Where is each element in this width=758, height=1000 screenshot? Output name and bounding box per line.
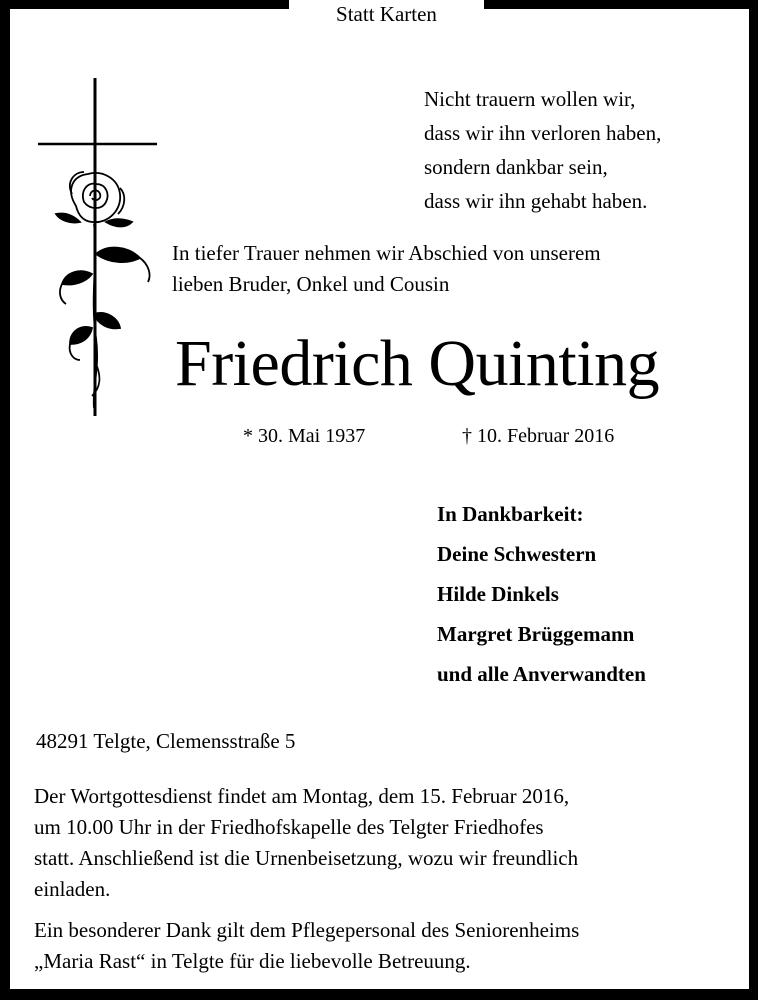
service-info: [34, 781, 734, 905]
quote-line: dass wir ihn gehabt haben.: [424, 189, 648, 213]
thanks-line: „Maria Rast“ in Telgte für die liebevolle Betreuung.: [34, 949, 471, 973]
intro-line: In tiefer Trauer nehmen wir Abschied von unserem: [172, 241, 601, 265]
signer-line: Hilde Dinkels: [437, 582, 559, 606]
header-label: Statt Karten: [289, 0, 484, 28]
cross-rose-icon: [36, 78, 161, 418]
intro-text: [172, 238, 601, 300]
thanks-note: [34, 915, 734, 977]
quote-verse: [424, 82, 661, 218]
service-line: um 10.00 Uhr in der Friedhofskapelle des Telgter Friedhofes: [34, 815, 544, 839]
quote-line: sondern dankbar sein,: [424, 155, 608, 179]
quote-line: Nicht trauern wollen wir,: [424, 87, 636, 111]
signer-line: und alle Anverwandten: [437, 662, 646, 686]
death-date: † 10. Februar 2016: [462, 425, 615, 447]
service-line: statt. Anschließend ist die Urnenbeisetzung, wozu wir freundlich: [34, 846, 579, 870]
signers-block: [437, 494, 646, 694]
signer-line: Deine Schwestern: [437, 542, 597, 566]
intro-line: lieben Bruder, Onkel und Cousin: [172, 272, 450, 296]
address: 48291 Telgte, Clemensstraße 5: [36, 729, 296, 753]
service-line: Der Wortgottesdienst findet am Montag, dem 15. Februar 2016,: [34, 784, 570, 808]
signer-line: Margret Brüggemann: [437, 622, 635, 646]
signer-line: In Dankbarkeit:: [437, 502, 584, 526]
deceased-name: Friedrich Quinting: [175, 327, 660, 400]
service-line: einladen.: [34, 877, 111, 901]
quote-line: dass wir ihn verloren haben,: [424, 121, 662, 145]
thanks-line: Ein besonderer Dank gilt dem Pflegepersonal des Seniorenheims: [34, 918, 580, 942]
birth-date: * 30. Mai 1937: [243, 425, 366, 447]
